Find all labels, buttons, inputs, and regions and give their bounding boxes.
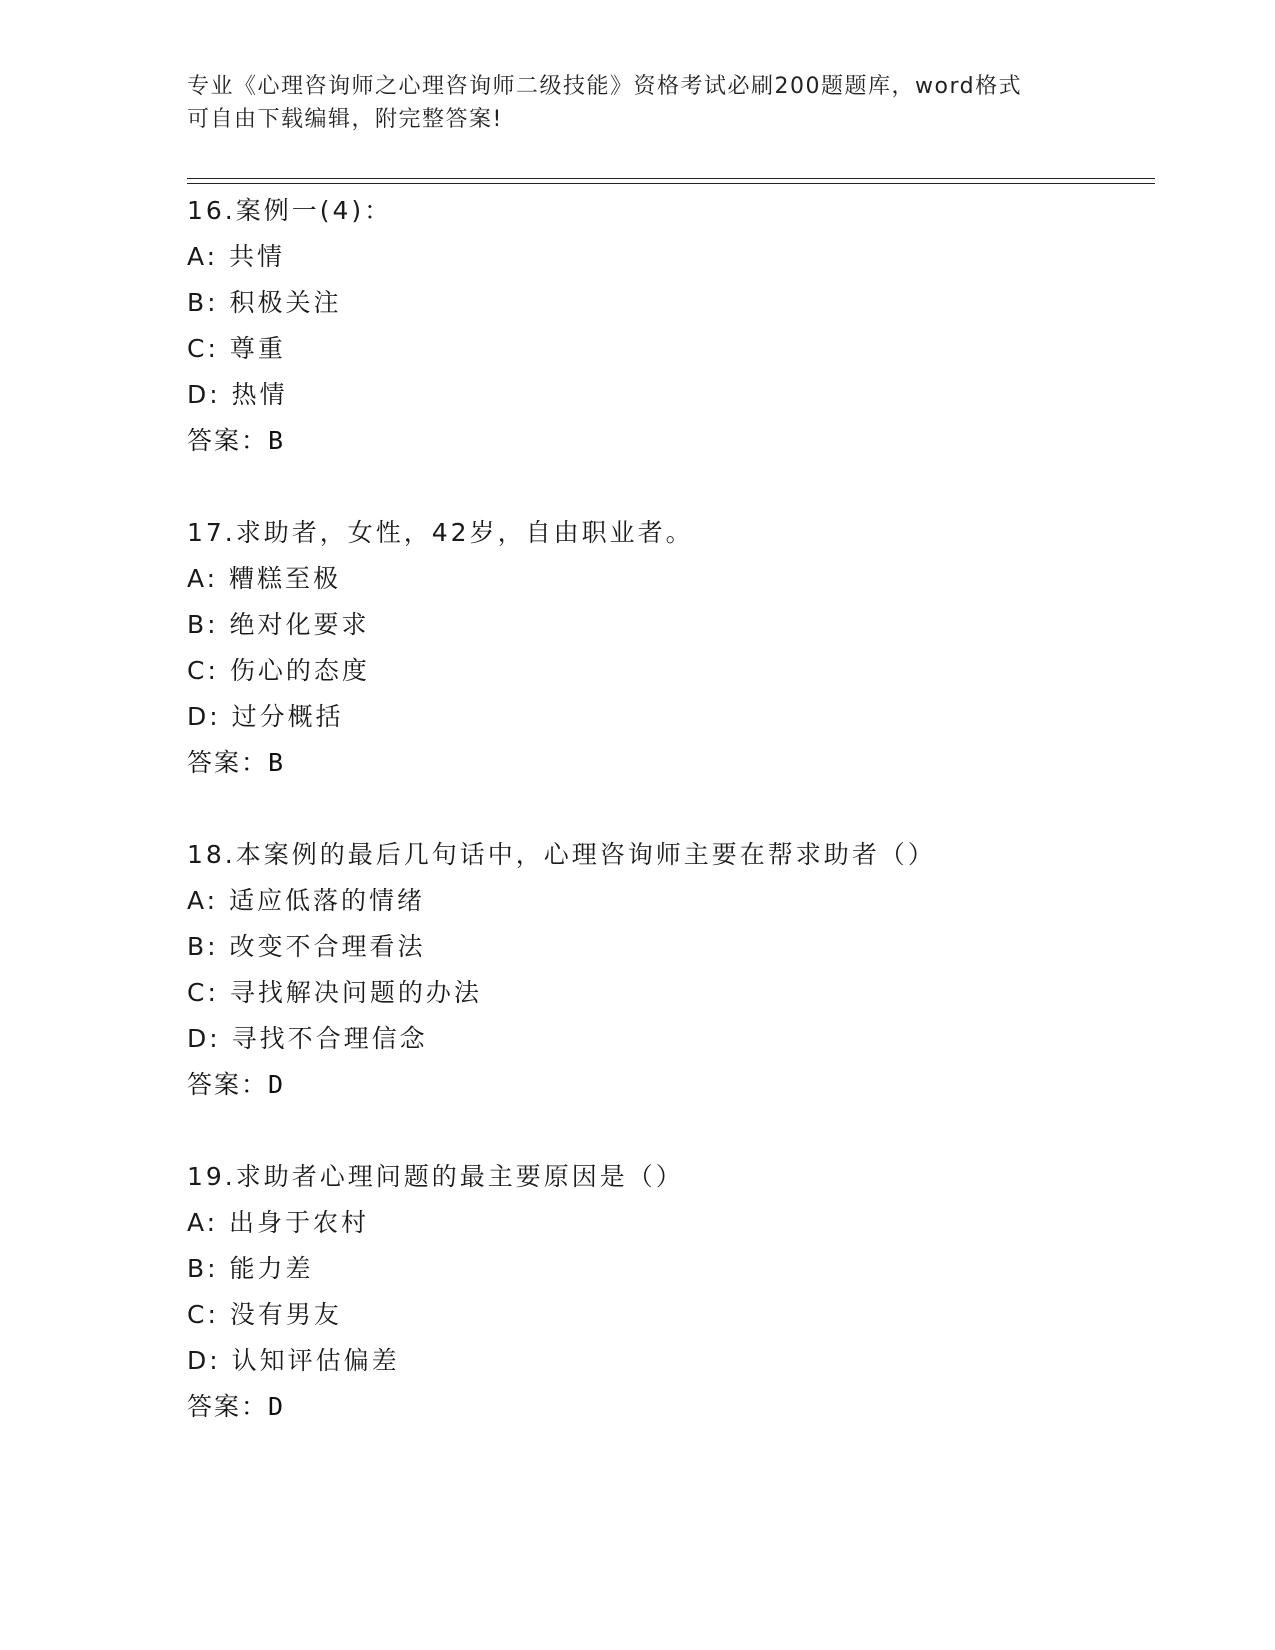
header-divider-top	[187, 178, 1155, 179]
document-header	[187, 70, 1067, 136]
question-list	[187, 188, 1155, 1476]
question-18	[187, 832, 1155, 1108]
answer-label: 答案：	[187, 748, 269, 777]
question-19	[187, 1154, 1155, 1430]
header-line-1: 专业《心理咨询师之心理咨询师二级技能》资格考试必刷200题题库，word格式	[187, 74, 1023, 99]
option-a: A: 共情	[187, 242, 286, 271]
option-c: C: 尊重	[187, 334, 286, 363]
answer-value: B	[268, 426, 286, 455]
option-b: B: 绝对化要求	[187, 610, 370, 639]
option-b: B: 改变不合理看法	[187, 932, 426, 961]
answer-value: D	[268, 1070, 286, 1099]
option-c: C: 寻找解决问题的办法	[187, 978, 482, 1007]
option-b: B: 能力差	[187, 1254, 314, 1283]
option-d: D: 认知评估偏差	[187, 1346, 400, 1375]
answer-label: 答案：	[187, 426, 269, 455]
answer-line	[187, 1384, 1155, 1430]
question-stem: 16.案例一(4)：	[187, 196, 393, 225]
answer-line	[187, 740, 1155, 786]
option-c: C: 伤心的态度	[187, 656, 370, 685]
question-stem: 18.本案例的最后几句话中，心理咨询师主要在帮求助者（）	[187, 840, 936, 869]
option-a: A: 适应低落的情绪	[187, 886, 426, 915]
answer-line	[187, 1062, 1155, 1108]
answer-label: 答案：	[187, 1392, 269, 1421]
option-a: A: 出身于农村	[187, 1208, 370, 1237]
question-stem: 17.求助者，女性，42岁，自由职业者。	[187, 518, 694, 547]
option-d: D: 过分概括	[187, 702, 344, 731]
answer-value: B	[268, 748, 286, 777]
answer-value: D	[268, 1392, 286, 1421]
option-b: B: 积极关注	[187, 288, 342, 317]
answer-line	[187, 418, 1155, 464]
question-stem: 19.求助者心理问题的最主要原因是（）	[187, 1162, 684, 1191]
option-d: D: 寻找不合理信念	[187, 1024, 428, 1053]
question-16	[187, 188, 1155, 464]
option-a: A: 糟糕至极	[187, 564, 342, 593]
header-divider-bottom	[187, 183, 1155, 184]
header-line-2: 可自由下载编辑，附完整答案!	[187, 107, 503, 132]
option-d: D: 热情	[187, 380, 288, 409]
answer-label: 答案：	[187, 1070, 269, 1099]
option-c: C: 没有男友	[187, 1300, 342, 1329]
question-17	[187, 510, 1155, 786]
